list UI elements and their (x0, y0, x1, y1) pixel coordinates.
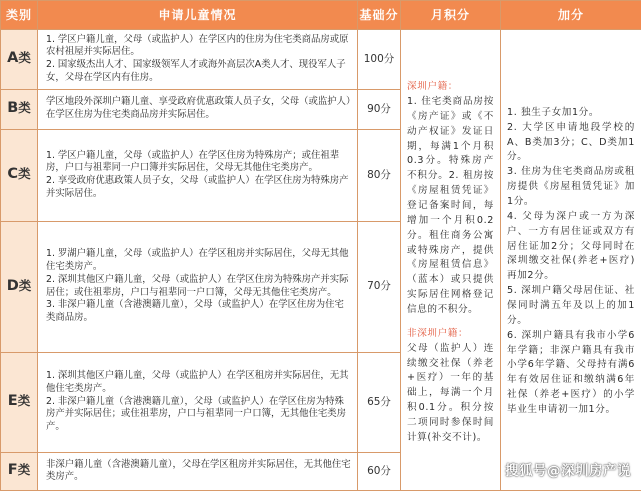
condition-item: 1. 深圳其他区户籍儿童，父母（或监护人）在学区租房并实际居住，无其他住宅类房产。 (46, 370, 349, 394)
header-base-score: 基础分 (358, 1, 401, 30)
bonus-item: 2. 大学区申请地段学校的A、B类加3分；C、D类加1分。 (507, 121, 635, 163)
conditions-cell-a (38, 29, 358, 89)
condition-item: 3. 非深户籍儿童（含港澳籍儿童），父母（或监护人）在学区住房为住宅类商品房。 (46, 299, 344, 324)
conditions-cell-e (38, 352, 358, 452)
conditions-cell-d (38, 221, 358, 352)
monthly-points-cell (401, 29, 501, 490)
category-cell-e: E类 (1, 352, 38, 452)
bonus-item: 6. 深圳户籍具有我市小学6年学籍；非深户籍具有我市小学6年学籍、父母持有满6年有效居住证和缴纳满6年社保（养老+医疗）的小学毕业生申请初一加1分。 (507, 329, 635, 416)
conditions-cell-f (38, 452, 358, 490)
condition-item: 1. 罗湖户籍儿童，父母（或监护人）在学区租房并实际居住，父母无其他住宅类房产。 (46, 248, 349, 272)
header-category: 类别 (1, 1, 38, 30)
condition-item: 1. 学区户籍儿童，父母（或监护人）在学区内的住房为住宅类商品房或原农村祖屋并实际居住。 (46, 33, 349, 58)
header-bonus-points: 加分 (501, 1, 641, 30)
table-row (1, 29, 641, 89)
conditions-cell-b (38, 89, 358, 129)
base-score-e: 65分 (358, 352, 401, 452)
base-score-f: 60分 (358, 452, 401, 490)
non-shenzhen-hukou-rules: 父母（监护人）连续缴交社保（养老+医疗）一年的基础上，每满一个月积0.1分。积分按二项同时参保时间计算(补交不计)。 (407, 342, 494, 443)
shenzhen-hukou-heading: 深圳户籍： (407, 81, 458, 93)
category-cell-b: B类 (1, 89, 38, 129)
category-cell-a: A类 (1, 29, 38, 89)
condition-item: 2. 非深户籍儿童（含港澳籍儿童），父母（或监护人）在学区住房为特殊房产并实际居住；或住祖辈房，户口与祖辈同一户口簿，无其他住宅类房产。 (46, 395, 347, 433)
condition-item: 2. 享受政府优惠政策人员子女，父母（或监护人）在学区住房为特殊房产并实际居住。 (46, 175, 349, 200)
conditions-cell-c (38, 129, 358, 221)
condition-item: 2. 深圳其他区户籍儿童，父母（或监护人）在学区住房为特殊房产并实际居住；或住祖辈房，户口与祖辈同一户口簿，父母无其他住宅类房产。 (46, 273, 349, 298)
bonus-item: 1. 独生子女加1分。 (507, 106, 600, 118)
base-score-b: 90分 (358, 89, 401, 129)
category-cell-c: C类 (1, 129, 38, 221)
base-score-d: 70分 (358, 221, 401, 352)
bonus-points-cell (501, 29, 641, 490)
category-cell-d: D类 (1, 221, 38, 352)
non-shenzhen-hukou-heading: 非深圳户籍： (407, 327, 469, 339)
condition-item: 学区地段外深圳户籍儿童、享受政府优惠政策人员子女，父母（或监护人）在学区住房为住宅类商品房并实际居住。 (46, 96, 351, 121)
category-cell-f: F类 (1, 452, 38, 490)
condition-item: 非深户籍儿童（含港澳籍儿童），父母在学区租房并实际居住，无其他住宅类房产。 (46, 458, 351, 483)
bonus-item: 5. 深圳户籍父母居住证、社保同时满五年及以上的加1分。 (507, 285, 635, 326)
bonus-item: 3. 住房为住宅类商品房或租房提供《房屋租赁凭证》加1分。 (507, 166, 635, 207)
condition-item: 1. 学区户籍儿童，父母（或监护人）在学区住房为特殊房产；或住祖辈房，户口与祖辈同一户口簿并实际居住，父母无其他住宅类房产。 (46, 149, 340, 174)
source-watermark: 搜狐号@深圳房产说 (505, 463, 631, 479)
header-conditions: 申请儿童情况 (38, 1, 358, 30)
condition-item: 2. 国家级杰出人才、国家级领军人才或海外高层次A类人才、现役军人子女，父母在学区内有住房。 (46, 59, 346, 83)
base-score-a: 100分 (358, 29, 401, 89)
header-monthly-points: 月积分 (401, 1, 501, 30)
shenzhen-hukou-rules: 1. 住宅类商品房按《房产证》或《不动产权证》发证日期，每满1个月积0.3分。特殊房产不积分。2. 租房按《房屋租赁凭证》登记备案时间，每增加一个月积0.2分。租住商务公寓或特殊房产，提供《房屋租赁信息》（蓝本）或只提供实际居住网格登记信息的不积分。 (407, 95, 494, 315)
base-score-c: 80分 (358, 129, 401, 221)
bonus-item: 4. 父母为深户或一方为深户、一方有居住证或双方有居住证加2分；父母同时在深圳缴交社保(养老+医疗)再加2分。 (507, 210, 635, 282)
table-header-row (1, 1, 641, 30)
